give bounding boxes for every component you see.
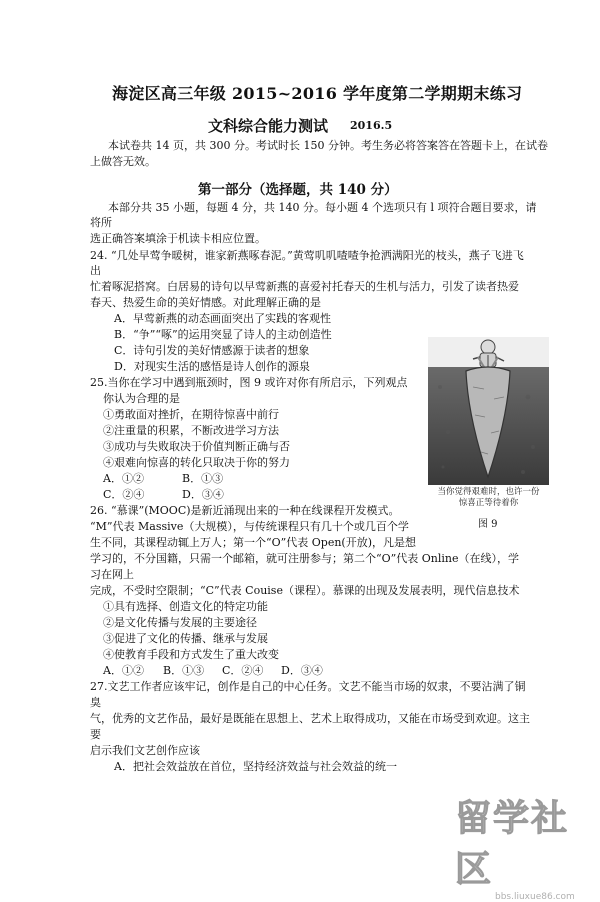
- question-24-text: 出: [90, 264, 101, 277]
- question-24-option-c: C．诗句引发的美好情感源于读者的想象: [114, 344, 310, 357]
- question-26-option-d: D．③④: [281, 664, 323, 677]
- watermark-logo-text: 留学社区: [455, 798, 570, 890]
- question-26-text: 习在网上: [90, 568, 134, 581]
- question-24-text: 24. “几处早莺争暖树，谁家新燕啄春泥。”黄莺叽叽喳喳争抢洒满阳光的枝头，燕子飞进飞: [90, 249, 524, 262]
- figure-9-caption-line: 惊喜正等待着你: [458, 498, 519, 508]
- intro-line: 上做答无效。: [90, 155, 156, 168]
- question-27-text: 要: [90, 728, 101, 741]
- instruction-line: 选正确答案填涂于机读卡相应位置。: [90, 232, 266, 245]
- figure-9-illustration: [428, 337, 549, 485]
- question-24-option-a: A．早莺新燕的动态画面突出了实践的客观性: [114, 312, 331, 325]
- instruction-line: 将所: [90, 216, 112, 229]
- question-24-text: 忙着啄泥搭窝。白居易的诗句以早莺新燕的喜爱衬托春天的生机与活力，引发了读者热爱: [90, 280, 519, 293]
- instruction-line: 本部分共 35 小题，每题 4 分，共 140 分。每小题 4 个选项只有 l 项符合题目要求，请: [108, 201, 537, 214]
- question-25-text: 25.当你在学习中遇到瓶颈时，图 9 或许对你有所启示，下列观点: [90, 376, 408, 389]
- question-26-item: ①具有选择、创造文化的特定功能: [103, 600, 268, 613]
- question-25-item: ②注重量的积累，不断改进学习方法: [103, 424, 279, 437]
- section-heading: 第一部分（选择题，共 140 分）: [198, 182, 398, 198]
- question-27-text: 启示我们文艺创作应该: [90, 744, 200, 757]
- question-25-text: 你认为合理的是: [103, 392, 180, 405]
- question-27-text: 臭: [90, 696, 101, 709]
- question-25-item: ④艰难向惊喜的转化只取决于你的努力: [103, 456, 290, 469]
- question-26-option-a: A．①②: [103, 664, 144, 677]
- question-26-item: ④使教育手段和方式发生了重大改变: [103, 648, 279, 661]
- question-26-option-b: B．①③: [163, 664, 205, 677]
- question-26-item: ③促进了文化的传播、继承与发展: [103, 632, 268, 645]
- question-26-item: ②是文化传播与发展的主要途径: [103, 616, 257, 629]
- question-25-option-c: C．②④: [103, 488, 145, 501]
- figure-9-label: 图 9: [478, 519, 498, 530]
- exam-subtitle: 文科综合能力测试: [208, 117, 329, 135]
- question-25-option-a: A．①②: [103, 472, 144, 485]
- site-watermark: [455, 790, 600, 902]
- question-26-text: 生不同，其课程动辄上万人；第一个“O”代表 Open(开放)，凡是想: [90, 536, 416, 549]
- question-26-text: 完成，不受时空限制；“C”代表 Couise（课程）。慕课的出现及发展表明，现代信息技术: [90, 584, 520, 597]
- question-24-option-d: D．对现实生活的感悟是诗人创作的源泉: [114, 360, 310, 373]
- question-25-item: ①勇敢面对挫折，在期待惊喜中前行: [103, 408, 279, 421]
- figure-9-caption-line: 当你觉得艰难时，也许一份: [437, 487, 540, 497]
- question-27-text: 气，优秀的文艺作品，最好是既能在思想上、艺术上取得成功，又能在市场受到欢迎。这主: [90, 712, 530, 725]
- question-26-option-c: C．②④: [222, 664, 264, 677]
- question-26-text: 26. “慕课”(MOOC)是新近涌现出来的一种在线课程开发模式。: [90, 504, 400, 517]
- watermark-url: bbs.liuxue86.com: [495, 892, 575, 902]
- figure-9-caption: [428, 487, 549, 509]
- question-25-option-b: B．①③: [182, 472, 224, 485]
- question-25-option-d: D．③④: [182, 488, 224, 501]
- question-27-option-a: A．把社会效益放在首位，坚持经济效益与社会效益的统一: [114, 760, 397, 773]
- figure-9-image: [428, 337, 549, 485]
- question-26-text: “M”代表 Massive（大规模），与传统课程只有几十个或几百个学: [90, 520, 409, 533]
- question-25-item: ③成功与失败取决于价值判断正确与否: [103, 440, 290, 453]
- intro-line: 本试卷共 14 页，共 300 分。考试时长 150 分钟。考生务必将答案答在答题卡上，在试卷: [108, 139, 548, 152]
- question-27-text: 27.文艺工作者应该牢记，创作是自己的中心任务。文艺不能当市场的奴隶，不要沾满了铜: [90, 680, 526, 693]
- exam-date: 2016.5: [350, 119, 393, 132]
- question-24-text: 春天、热爱生命的美好情感。对此理解正确的是: [90, 296, 321, 309]
- question-24-option-b: B．“争”“啄”的运用突显了诗人的主动创造性: [114, 328, 332, 341]
- page-title: 海淀区高三年级 2015~2016 学年度第二学期期末练习: [112, 84, 523, 103]
- question-26-text: 学习的，不分国籍，只需一个邮箱，就可注册参与；第二个“O”代表 Online（在线），学: [90, 552, 519, 565]
